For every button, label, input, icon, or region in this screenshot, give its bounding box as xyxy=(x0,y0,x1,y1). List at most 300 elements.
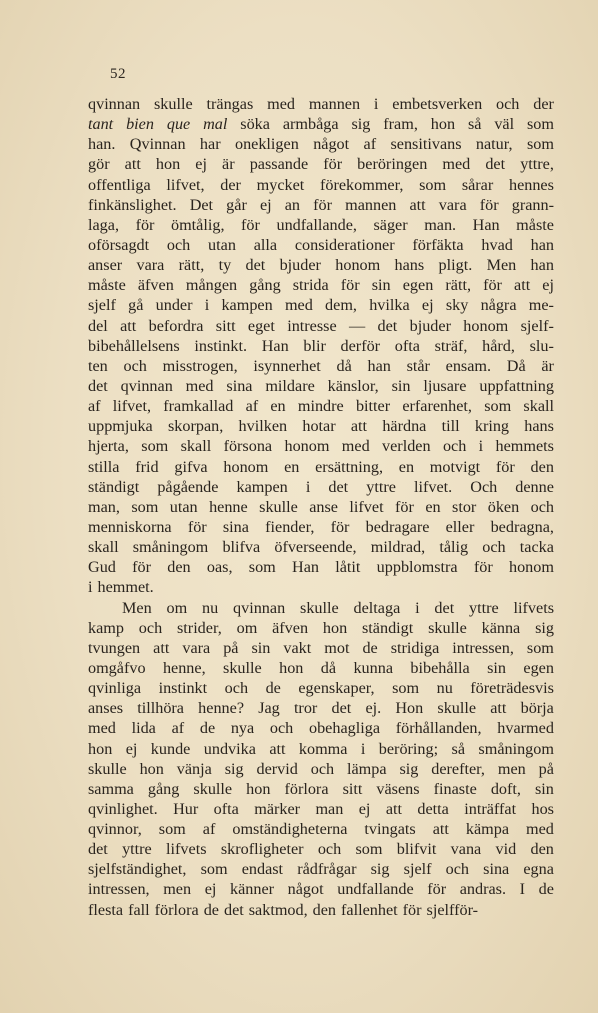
word: rätt, xyxy=(445,276,471,295)
word: bedragare xyxy=(365,517,430,536)
word: med xyxy=(341,437,370,456)
word: sitt xyxy=(342,779,363,798)
word: ständigt xyxy=(88,477,140,496)
word: vara xyxy=(182,638,211,657)
word: låtit xyxy=(335,558,361,577)
word: que xyxy=(166,115,191,134)
word: hvilka xyxy=(369,296,410,315)
word: del xyxy=(88,316,108,335)
word: honom xyxy=(223,457,269,476)
word: oförsagdt xyxy=(88,235,150,254)
word: ej xyxy=(259,195,272,214)
word: bitter xyxy=(355,397,391,416)
word: de xyxy=(199,719,216,738)
word: endast xyxy=(241,860,284,879)
word: der xyxy=(220,175,241,194)
word: qvinnan xyxy=(88,95,141,113)
word: kämpa xyxy=(465,820,510,839)
word: som xyxy=(484,397,512,416)
word: andras. xyxy=(459,880,507,899)
word: egen xyxy=(402,276,434,295)
word: yttre, xyxy=(520,155,554,174)
text-line xyxy=(88,537,554,557)
word: finkänslighet. xyxy=(88,195,177,214)
text-line xyxy=(88,336,554,356)
word: sig xyxy=(399,759,419,778)
word: gång xyxy=(249,276,281,295)
word: lifvet, xyxy=(112,397,152,416)
word: uppmjuka xyxy=(88,417,153,436)
word: tillhöra xyxy=(137,699,184,718)
word: att xyxy=(490,699,507,718)
word: vid xyxy=(495,840,517,859)
word: det xyxy=(485,155,506,174)
word: känner xyxy=(229,880,275,899)
word: tvingats xyxy=(364,820,416,839)
word: stridiga xyxy=(390,638,440,657)
text-line xyxy=(88,577,554,597)
word: hennes xyxy=(508,175,554,194)
word: hans xyxy=(394,256,425,275)
word: med xyxy=(267,95,295,113)
word: eller xyxy=(445,517,475,536)
word: ständigt xyxy=(362,618,414,637)
word: lifvet. xyxy=(413,477,453,496)
word: företrädesvis xyxy=(470,679,554,698)
word: för xyxy=(402,900,422,919)
word: dervid xyxy=(256,759,298,778)
word: hon xyxy=(139,759,164,778)
word: fram, xyxy=(383,115,418,134)
text-line xyxy=(88,175,554,195)
word: finaste xyxy=(433,779,477,798)
word: bjuder xyxy=(409,316,451,335)
word: måste xyxy=(516,215,554,234)
word: lida xyxy=(131,719,156,738)
word: mannen xyxy=(345,195,397,214)
word: den xyxy=(312,900,337,919)
text-line xyxy=(88,114,554,134)
word: blifvit xyxy=(396,840,437,859)
word: af xyxy=(363,135,377,154)
word: en xyxy=(270,397,286,416)
word: att xyxy=(350,417,368,436)
word: man. xyxy=(424,215,457,234)
word: egen xyxy=(523,658,554,677)
word: försona xyxy=(223,437,273,456)
text-line xyxy=(88,356,554,376)
word: den xyxy=(530,457,554,476)
word: isynnerhet xyxy=(253,356,321,375)
word: rätt, xyxy=(178,256,205,275)
word: något xyxy=(287,880,324,899)
word: sin xyxy=(251,638,271,657)
word: dem, xyxy=(325,296,357,315)
text-line xyxy=(88,295,554,315)
word: förlora xyxy=(284,779,329,798)
word: han xyxy=(530,256,554,275)
word: att xyxy=(124,155,141,174)
word: att xyxy=(269,739,286,758)
word: och xyxy=(445,860,470,879)
text-line xyxy=(88,497,554,517)
word: omgåfvo xyxy=(88,658,146,677)
word: bien xyxy=(126,115,154,134)
word: på xyxy=(223,638,239,657)
word: qvinnan xyxy=(120,376,173,395)
word: sträf, xyxy=(434,336,468,355)
word: för xyxy=(323,155,343,174)
text-line xyxy=(88,457,554,477)
word: bibehållelsens xyxy=(88,336,180,355)
word: med xyxy=(526,820,554,839)
word: mycket xyxy=(256,175,305,194)
word: denne xyxy=(515,477,554,496)
word: Då xyxy=(506,356,526,375)
word: för xyxy=(340,276,360,295)
word: nu xyxy=(436,679,453,698)
word: han xyxy=(530,235,554,254)
word: går xyxy=(226,195,247,214)
word: under xyxy=(155,296,193,315)
word: sjelf- xyxy=(520,316,554,335)
word: af xyxy=(88,397,101,416)
word: af xyxy=(202,820,216,839)
word: ej xyxy=(358,799,371,818)
word: hemmets xyxy=(495,437,554,456)
word: ljusare xyxy=(423,376,467,395)
word: beröringen xyxy=(357,155,428,174)
text-line xyxy=(88,416,554,436)
word: skulle xyxy=(193,779,233,798)
word: mildare xyxy=(265,376,315,395)
word: som xyxy=(158,820,186,839)
word: hon xyxy=(322,618,348,637)
word: sig xyxy=(224,759,244,778)
word: bibehålla xyxy=(410,658,470,677)
text-line xyxy=(88,819,554,839)
word: som xyxy=(200,860,228,879)
word: Jag xyxy=(258,699,280,718)
word: och xyxy=(317,840,342,859)
word: mildrad, xyxy=(370,538,426,557)
text-line xyxy=(88,396,554,416)
word: onekligen xyxy=(234,135,299,154)
word: som xyxy=(248,558,276,577)
word: sjelfständighet, xyxy=(88,860,187,879)
word: på xyxy=(538,759,554,778)
word: är xyxy=(541,356,554,375)
word: gå xyxy=(128,296,144,315)
word: qvinnan xyxy=(233,598,286,617)
paragraph xyxy=(88,598,554,920)
word: vara xyxy=(438,195,467,214)
word: i xyxy=(373,95,379,113)
word: härdna xyxy=(382,417,427,436)
word: strider, xyxy=(177,618,222,637)
word: yttre xyxy=(366,477,396,496)
word: och xyxy=(310,759,335,778)
word: för xyxy=(395,497,414,516)
word: några xyxy=(480,296,517,315)
word: sig xyxy=(351,115,371,134)
word: sjelf xyxy=(88,296,116,315)
word: att xyxy=(432,820,449,839)
word: som xyxy=(355,840,383,859)
word: instinkt xyxy=(158,679,208,698)
word: Men xyxy=(486,256,517,275)
word: flesta xyxy=(88,900,124,919)
word: stilla xyxy=(88,457,120,476)
word: intressen, xyxy=(452,638,514,657)
word: Han xyxy=(292,558,319,577)
word: kampen xyxy=(221,296,273,315)
word: hjerta, xyxy=(88,437,129,456)
word: skulle xyxy=(428,618,467,637)
word: till xyxy=(441,417,460,436)
word: en xyxy=(425,497,441,516)
word: men xyxy=(163,880,192,899)
word: kampen xyxy=(236,477,288,496)
text-line xyxy=(88,517,554,537)
word: skulle xyxy=(259,497,298,516)
word: anser xyxy=(88,256,123,275)
word: vakt xyxy=(283,638,312,657)
word: utan xyxy=(169,497,198,516)
word: måste xyxy=(88,276,126,295)
word: det xyxy=(245,256,266,275)
word: ofta xyxy=(213,799,239,818)
word: qvinlighet. xyxy=(88,799,158,818)
word: mindre xyxy=(297,397,344,416)
word: bedragna, xyxy=(490,517,554,536)
word: Gud xyxy=(88,558,116,577)
word: skulle xyxy=(223,658,262,677)
word: sig xyxy=(370,860,390,879)
word: som xyxy=(141,437,169,456)
word: framkallad xyxy=(163,397,234,416)
text-line xyxy=(88,718,554,738)
word: det xyxy=(377,316,398,335)
word: — xyxy=(348,316,366,335)
word: derefter, xyxy=(431,759,485,778)
text-line xyxy=(88,436,554,456)
word: honom xyxy=(335,256,381,275)
word: qvinnor, xyxy=(88,820,142,839)
word: fallenhet xyxy=(341,900,398,919)
page-number: 52 xyxy=(110,66,126,82)
word: armbåga xyxy=(282,115,339,134)
word: henne? xyxy=(198,699,245,718)
word: hon xyxy=(279,658,304,677)
word: de xyxy=(265,679,281,698)
word: äfven xyxy=(137,276,174,295)
word: lifvets xyxy=(513,598,554,617)
word: sensitivans xyxy=(390,135,462,154)
text-line xyxy=(88,799,554,819)
word: då xyxy=(320,658,337,677)
word: Qvinnan xyxy=(129,135,186,154)
word: hård, xyxy=(482,336,515,355)
word: deltaga xyxy=(353,598,401,617)
word: stor xyxy=(452,497,477,516)
word: skulle xyxy=(437,699,477,718)
word: och xyxy=(530,497,554,516)
word: ej xyxy=(542,276,554,295)
word: qvinliga xyxy=(88,679,142,698)
word: ersättning, xyxy=(315,457,384,476)
word: så xyxy=(467,115,482,134)
word: yttre xyxy=(469,598,499,617)
word: gång xyxy=(147,779,180,798)
word: och xyxy=(482,538,506,557)
word: laga, xyxy=(88,215,120,234)
word: undvika xyxy=(203,739,256,758)
word: ej xyxy=(125,739,138,758)
word: mannen xyxy=(308,95,361,113)
word: misstrogen, xyxy=(162,356,238,375)
word: lämpa xyxy=(347,759,387,778)
word: beröring; xyxy=(378,739,439,758)
word: sårar xyxy=(461,175,494,194)
word: derför xyxy=(340,336,381,355)
word: fall xyxy=(128,900,150,919)
word: slu- xyxy=(529,336,554,355)
word: lifvet xyxy=(349,497,384,516)
word: ej xyxy=(195,155,207,174)
word: omständigheterna xyxy=(232,820,348,839)
word: hvilken xyxy=(238,417,288,436)
text-line xyxy=(88,678,554,698)
word: och xyxy=(166,235,191,254)
word: skulle xyxy=(88,759,127,778)
word: det xyxy=(328,477,349,496)
word: kunde xyxy=(150,739,191,758)
word: honom xyxy=(508,558,554,577)
word: förfäkta xyxy=(412,235,464,254)
word: ensam. xyxy=(445,356,492,375)
word: Han xyxy=(472,215,500,234)
word: för xyxy=(330,517,350,536)
word: sina xyxy=(483,860,510,879)
word: känslor, xyxy=(327,376,379,395)
text-line xyxy=(88,739,554,759)
word: hans xyxy=(524,417,554,436)
word: skulle xyxy=(154,95,193,113)
word: sig xyxy=(535,618,554,637)
word: skall xyxy=(180,437,212,456)
word: sin xyxy=(487,658,507,677)
text-line xyxy=(88,698,554,718)
word: grann- xyxy=(511,195,554,214)
word: i xyxy=(88,578,93,597)
word: tror xyxy=(293,699,318,718)
word: i xyxy=(415,598,420,617)
word: honom xyxy=(463,316,509,335)
word: för xyxy=(483,276,502,295)
word: kunna xyxy=(353,658,393,677)
word: uppblomstra xyxy=(376,558,458,577)
text-line xyxy=(88,618,554,638)
text-line xyxy=(88,255,554,275)
word: egna xyxy=(523,860,554,879)
word: obehagliga xyxy=(308,719,381,738)
text-line xyxy=(88,859,554,879)
word: står xyxy=(406,356,430,375)
word: och xyxy=(138,618,163,637)
word: sina xyxy=(226,376,253,395)
word: pligt. xyxy=(438,256,473,275)
word: mången xyxy=(185,276,238,295)
word: skorpan, xyxy=(168,417,224,436)
word: öken xyxy=(487,497,520,516)
word: vänja xyxy=(176,759,212,778)
word: är xyxy=(222,155,235,174)
word: sin xyxy=(534,779,554,798)
text-line xyxy=(88,477,554,497)
word: nu xyxy=(202,598,219,617)
word: de xyxy=(538,880,554,899)
word: som xyxy=(392,679,420,698)
text-line xyxy=(88,94,554,114)
text-line xyxy=(88,638,554,658)
word: en xyxy=(284,457,300,476)
word: ty xyxy=(218,256,232,275)
word: undfallande, xyxy=(276,215,357,234)
word: i xyxy=(305,477,311,496)
word: skulle xyxy=(300,598,339,617)
text-line xyxy=(88,215,554,235)
word: verlden xyxy=(382,437,431,456)
word: att xyxy=(385,799,402,818)
word: considerationer xyxy=(294,235,395,254)
word: börja xyxy=(520,699,554,718)
word: tvungen xyxy=(88,638,141,657)
word: att xyxy=(120,316,137,335)
word: af xyxy=(245,397,259,416)
word: de xyxy=(362,638,378,657)
word: det xyxy=(223,900,244,919)
word: embetsverken xyxy=(392,95,483,113)
word: erfarenhet, xyxy=(402,397,472,416)
word: honom xyxy=(284,437,330,456)
word: hon xyxy=(155,155,181,174)
word: sjelf xyxy=(403,860,432,879)
word: för xyxy=(135,215,155,234)
text-line xyxy=(88,779,554,799)
word: man, xyxy=(88,497,120,516)
word: för xyxy=(241,215,260,234)
word: förekommer, xyxy=(320,175,404,194)
word: förhållanden, xyxy=(395,719,482,738)
text-line xyxy=(88,134,554,154)
word: blifva xyxy=(222,538,261,557)
word: det xyxy=(88,376,108,395)
word: skall xyxy=(88,538,119,557)
text-line xyxy=(88,195,554,215)
word: natur, xyxy=(475,135,513,154)
text-line xyxy=(88,900,554,920)
word: i xyxy=(204,296,210,315)
word: han xyxy=(367,356,391,375)
word: och xyxy=(269,719,294,738)
word: de xyxy=(203,900,219,919)
word: väsens xyxy=(376,779,420,798)
word: tålig xyxy=(439,538,469,557)
word: att xyxy=(153,638,170,657)
word: uppfattning xyxy=(479,376,554,395)
word: vara xyxy=(136,256,165,275)
